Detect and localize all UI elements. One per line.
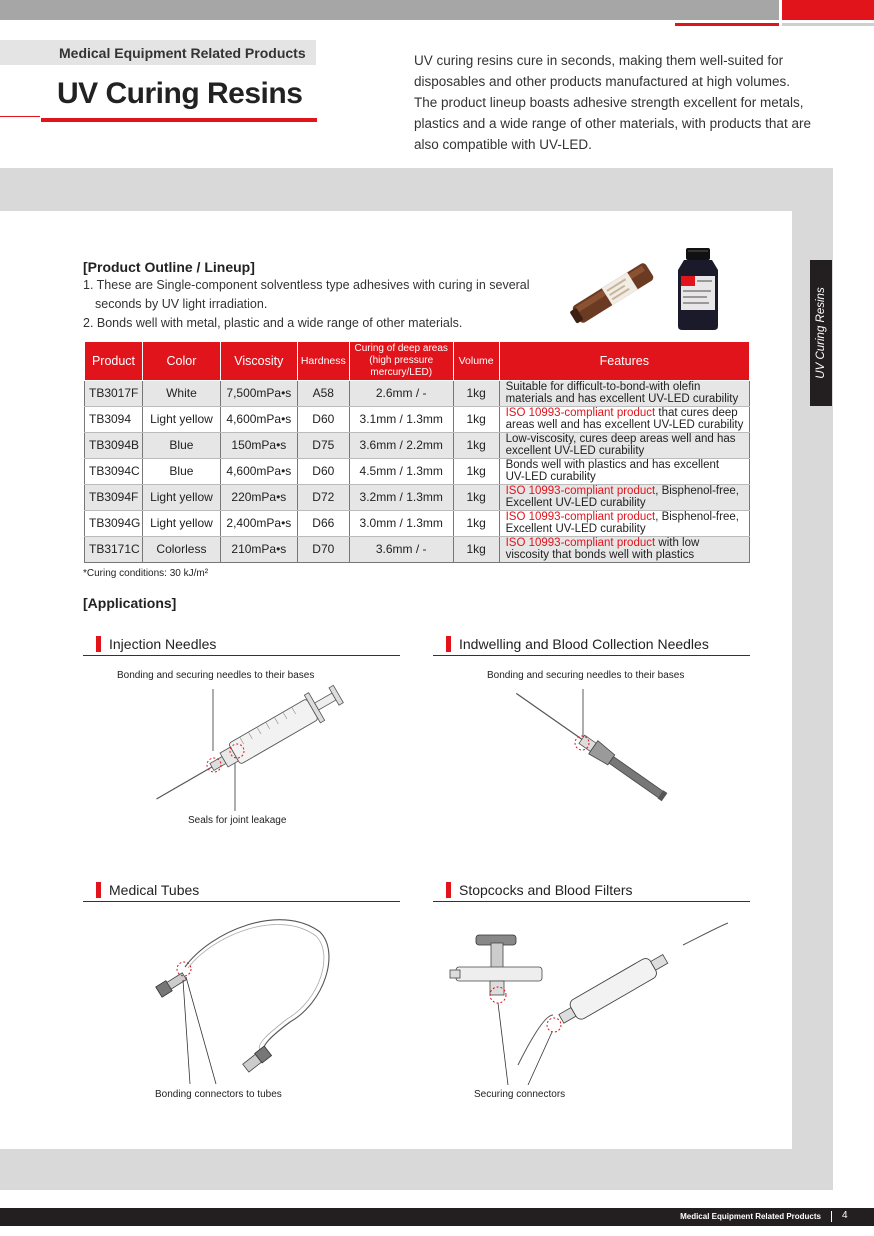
table-row [85,406,750,432]
footer-separator [831,1211,832,1222]
feature-line1: , Bisphenol-free, [655,485,739,497]
cell-product: TB3094G [85,510,143,536]
stopcocks-caption-bottom: Securing connectors [474,1089,566,1100]
resin-tube-image [566,255,661,330]
cell-hardness: D60 [297,458,349,484]
feature-line2: materials and has excellent UV-LED curability [505,393,739,405]
tubes-caption-bottom: Bonding connectors to tubes [155,1089,282,1100]
medical-tube-illustration [150,912,340,1087]
cell-color: Light yellow [142,510,220,536]
cell-color: Blue [142,432,220,458]
cell-hardness: A58 [297,380,349,406]
header-product: Product [85,342,143,380]
cell-curing: 3.6mm / - [349,536,453,562]
applications-heading: [Applications] [83,595,177,611]
outline-item-2: 2. Bonds well with metal, plastic and a wide range of other materials. [83,316,463,330]
cell-product: TB3094C [85,458,143,484]
app-stopcocks-rule [433,901,750,902]
cell-volume: 1kg [453,536,499,562]
page-number: 4 [842,1210,848,1221]
outline-item-1a: 1. These are Single-component solventless type adhesives with curing in several [83,278,530,292]
top-bar-grey [0,0,779,20]
cell-hardness: D70 [297,536,349,562]
curing-note: *Curing conditions: 30 kJ/m² [83,568,209,579]
cell-volume: 1kg [453,458,499,484]
frame-top [0,168,833,211]
syringe-illustration [140,685,360,815]
feature-highlight: ISO 10993-compliant product [505,537,656,549]
feature-line2: excellent UV-LED curability [505,445,645,457]
page-title: UV Curing Resins [57,77,303,110]
header-features: Features [499,342,749,380]
cell-product: TB3017F [85,380,143,406]
title-underline [41,118,317,122]
cell-features [499,510,749,536]
cell-volume: 1kg [453,510,499,536]
cell-features [499,432,749,458]
cell-curing: 3.1mm / 1.3mm [349,406,453,432]
table-header-row [85,342,750,380]
cell-hardness: D60 [297,406,349,432]
feature-line1: with low [655,537,700,549]
table-row [85,458,750,484]
header-volume: Volume [453,342,499,380]
cell-viscosity: 7,500mPa•s [220,380,297,406]
app-tubes-label: Medical Tubes [109,882,200,898]
top-bar-red [782,0,874,20]
feature-line2: UV-LED curability [505,471,596,483]
top-bar-grey-line [782,23,874,26]
app-stopcocks-title [446,882,633,898]
outline-list [83,276,533,333]
app-indwelling-rule [433,655,750,656]
feature-line2: Excellent UV-LED curability [505,497,646,509]
side-tab [810,260,832,406]
cell-curing: 4.5mm / 1.3mm [349,458,453,484]
app-injection-title [96,636,216,652]
stopcock-filter-illustration [448,915,738,1087]
injection-caption-bottom: Seals for joint leakage [188,815,287,826]
indwelling-needle-illustration [500,685,690,805]
header-curing [349,342,453,380]
table-row [85,536,750,562]
header-hardness: Hardness [297,342,349,380]
cell-curing: 3.0mm / 1.3mm [349,510,453,536]
category-label [0,40,316,65]
header-curing-line2: (high pressure mercury/LED) [369,354,434,378]
app-injection-rule [83,655,400,656]
cell-curing: 3.6mm / 2.2mm [349,432,453,458]
feature-highlight: ISO 10993-compliant product [505,407,656,419]
cell-hardness: D66 [297,510,349,536]
cell-color: Light yellow [142,406,220,432]
cell-features [499,536,749,562]
app-tubes-rule [83,901,400,902]
table-row [85,484,750,510]
cell-color: Light yellow [142,484,220,510]
cell-volume: 1kg [453,484,499,510]
injection-caption-top: Bonding and securing needles to their bases [117,670,315,681]
page-footer [0,1208,874,1226]
footer-label: Medical Equipment Related Products [680,1212,821,1221]
cell-product: TB3094B [85,432,143,458]
indwelling-caption-top: Bonding and securing needles to their bases [487,670,685,681]
table-row [85,432,750,458]
red-marker [446,636,451,652]
cell-volume: 1kg [453,432,499,458]
app-indwelling-title [446,636,709,652]
cell-features [499,484,749,510]
app-tubes-title [96,882,199,898]
feature-line1: Low-viscosity, cures deep areas well and has [505,433,736,445]
cell-viscosity: 4,600mPa•s [220,458,297,484]
feature-line1: Suitable for difficult-to-bond-with olefin [505,381,701,393]
app-indwelling-label: Indwelling and Blood Collection Needles [459,636,709,652]
side-tab-label: UV Curing Resins [815,287,827,379]
cell-features [499,380,749,406]
red-marker [96,882,101,898]
feature-highlight: ISO 10993-compliant product [505,511,656,523]
top-bar [0,0,874,27]
cell-color: Colorless [142,536,220,562]
cell-viscosity: 210mPa•s [220,536,297,562]
table-row [85,380,750,406]
outline-item-1b: seconds by UV light irradiation. [95,297,268,311]
cell-viscosity: 220mPa•s [220,484,297,510]
app-injection-label: Injection Needles [109,636,217,652]
cell-hardness: D75 [297,432,349,458]
cell-curing: 3.2mm / 1.3mm [349,484,453,510]
app-stopcocks-label: Stopcocks and Blood Filters [459,882,633,898]
header-curing-line1: Curing of deep areas [354,342,448,354]
feature-line1: , Bisphenol-free, [655,511,739,523]
table-row [85,510,750,536]
header-viscosity: Viscosity [220,342,297,380]
cell-curing: 2.6mm / - [349,380,453,406]
cell-viscosity: 2,400mPa•s [220,510,297,536]
cell-features [499,458,749,484]
red-marker [96,636,101,652]
resin-bottle-image [674,248,722,330]
feature-line2: viscosity that bonds well with plastics [505,549,695,561]
feature-line1: that cures deep [655,407,738,419]
header-color: Color [142,342,220,380]
intro-text: UV curing resins cure in seconds, making them well-suited for disposables and other products manufactured at high volumes. The product lineup boasts adhesive strength excellent for metals, plastics and a wide range of other materials, with products that are also compatible with UV-LED. [414,53,811,152]
cell-color: White [142,380,220,406]
top-bar-red-line [675,23,779,26]
cell-product: TB3094F [85,484,143,510]
feature-line2: Excellent UV-LED curability [505,523,646,535]
outline-heading: [Product Outline / Lineup] [83,259,255,275]
cell-features [499,406,749,432]
cell-volume: 1kg [453,380,499,406]
category-text: Medical Equipment Related Products [59,45,306,61]
cell-color: Blue [142,458,220,484]
cell-hardness: D72 [297,484,349,510]
cell-product: TB3171C [85,536,143,562]
lineup-table [84,342,750,563]
red-marker [446,882,451,898]
feature-line1: Bonds well with plastics and has excellent [505,459,720,471]
cell-volume: 1kg [453,406,499,432]
cell-viscosity: 4,600mPa•s [220,406,297,432]
cell-product: TB3094 [85,406,143,432]
title-thin-line [0,116,40,117]
feature-highlight: ISO 10993-compliant product [505,485,656,497]
cell-viscosity: 150mPa•s [220,432,297,458]
frame-bottom [0,1149,833,1190]
feature-line2: areas well and has excellent UV-LED curability [505,419,744,431]
